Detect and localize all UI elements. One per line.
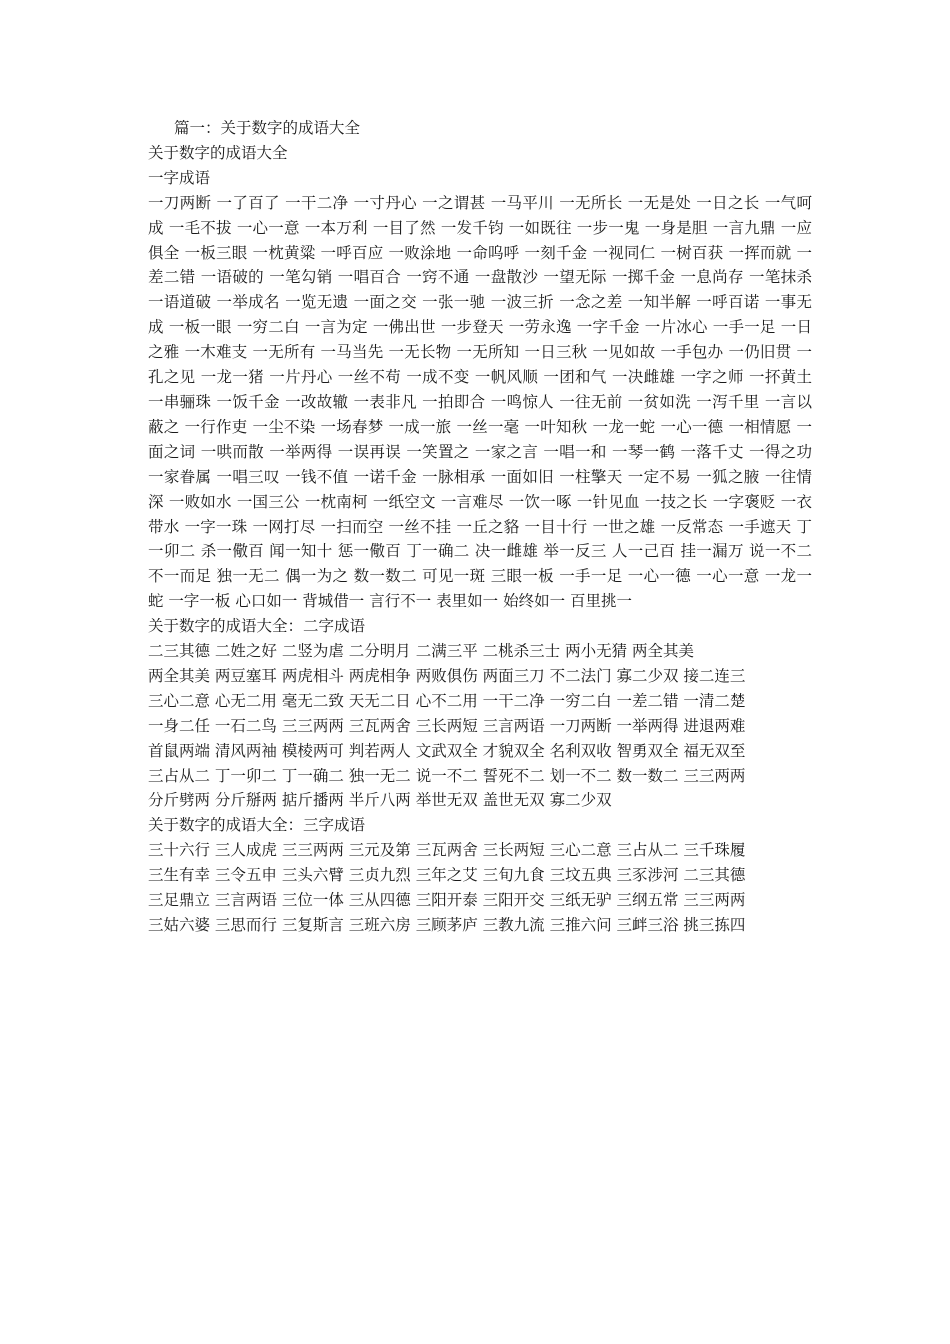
idiom-paragraph: 三生有幸 三令五申 三头六臂 三贞九烈 三年之艾 三旬九食 三坟五典 三豕涉河 二三其德	[148, 866, 746, 885]
idiom-paragraph: 三姑六婆 三思而行 三复斯言 三班六房 三顾茅庐 三教九流 三推六问 三衅三浴 挑三拣四	[148, 916, 746, 934]
document-page	[142, 116, 812, 938]
section-heading-one-char: 一字成语	[148, 168, 211, 187]
document-subtitle: 关于数字的成语大全	[148, 143, 288, 162]
idiom-paragraph: 一身二任 一石二鸟 三三两两 三瓦两舍 三长两短 三言两语 一刀两断 一举两得 进退两难	[148, 716, 746, 735]
idiom-paragraph: 三十六行 三人成虎 三三两两 三元及第 三瓦两舍 三长两短 三心二意 三占从二 三千珠履	[148, 841, 746, 860]
idiom-paragraph: 三占从二 丁一卯二 丁一确二 独一无二 说一不二 誓死不二 划一不二 数一数二 三三两两	[148, 766, 746, 785]
idiom-paragraph: 分斤劈两 分斤掰两 掂斤播两 半斤八两 举世无双 盖世无双 寡二少双	[148, 791, 612, 810]
document-title: 篇一：关于数字的成语大全	[174, 119, 361, 137]
idiom-paragraph: 二三其德 二姓之好 二竖为虐 二分明月 二满三平 二桃杀三士 两小无猜 两全其美	[148, 642, 694, 661]
idiom-paragraph: 两全其美 两豆塞耳 两虎相斗 两虎相争 两败俱伤 两面三刀 不二法门 寡二少双 接二连三	[148, 666, 746, 685]
section-heading-three-char: 关于数字的成语大全：三字成语	[148, 816, 366, 835]
idiom-paragraph: 首鼠两端 清风两袖 模棱两可 判若两人 文武双全 才貌双全 名利双收 智勇双全 福无双至	[148, 741, 746, 760]
section-heading-two-char: 关于数字的成语大全：二字成语	[148, 617, 366, 636]
idiom-paragraph: 三心二意 心无二用 毫无二致 天无二日 心不二用 一干二净 一穷二白 一差二错 一清二楚	[148, 691, 746, 710]
idiom-paragraph-one-char: 一刀两断 一了百了 一干二净 一寸丹心 一之谓甚 一马平川 一无所长 一无是处 一日之长 一气呵成 一毛不拔 一心一意 一本万利 一目了然 一发千钧 一如既往 一步一鬼 一身是胆 一言九鼎 一应俱全 一板三眼 一枕黄粱 一呼百应 一败涂地 一命呜呼 一刻千金 一视同仁 一树百获 一挥而就 一差二错 一语破的 一笔勾销 一唱百合 一窍不通 一盘散沙 一望无际 一掷千金 一息尚存 一笔抹杀 一语道破 一举成名 一览无遗 一面之交 一张一驰 一波三折 一念之差 一知半解 一呼百诺 一事无成 一板一眼 一穷二白 一言为定 一佛出世 一步登天 一劳永逸 一字千金 一片冰心 一手一足 一日之雅 一木难支 一无所有 一马当先 一无长物 一无所知 一日三秋 一见如故 一手包办 一仍旧贯 一孔之见 一龙一猪 一片丹心 一丝不苟 一成不变 一帆风顺 一团和气 一决雌雄 一字之师 一抔黄土 一串骊珠 一饭千金 一改故辙 一表非凡 一拍即合 一鸣惊人 一往无前 一贫如洗 一泻千里 一言以蔽之 一行作吏 一尘不染 一场春梦 一成一旅 一丝一毫 一叶知秋 一龙一蛇 一心一德 一相情愿 一面之词 一哄而散 一举两得 一误再误 一笑置之 一家之言 一唱一和 一琴一鹤 一落千丈 一得之功 一家眷属 一唱三叹 一钱不值 一诺千金 一脉相承 一面如旧 一柱擎天 一定不易 一狐之腋 一往情深 一败如水 一国三公 一枕南柯 一纸空文 一言难尽 一饮一啄 一针见血 一技之长 一字褒贬 一衣带水 一字一珠 一网打尽 一扫而空 一丝不挂 一丘之貉 一目十行 一世之雄 一反常态 一手遮天 丁一卯二 杀一儆百 闻一知十 惩一儆百 丁一确二 决一雌雄 举一反三 人一己百 挂一漏万 说一不二 不一而足 独一无二 偶一为之 数一数二 可见一斑 三眼一板 一手一足 一心一德 一心一意 一龙一蛇 一字一板 心口如一 背城借一 言行不一 表里如一 始终如一 百里挑一	[148, 193, 812, 611]
idiom-paragraph: 三足鼎立 三言两语 三位一体 三从四德 三阳开泰 三阳开交 三纸无驴 三纲五常 三三两两	[148, 891, 746, 910]
